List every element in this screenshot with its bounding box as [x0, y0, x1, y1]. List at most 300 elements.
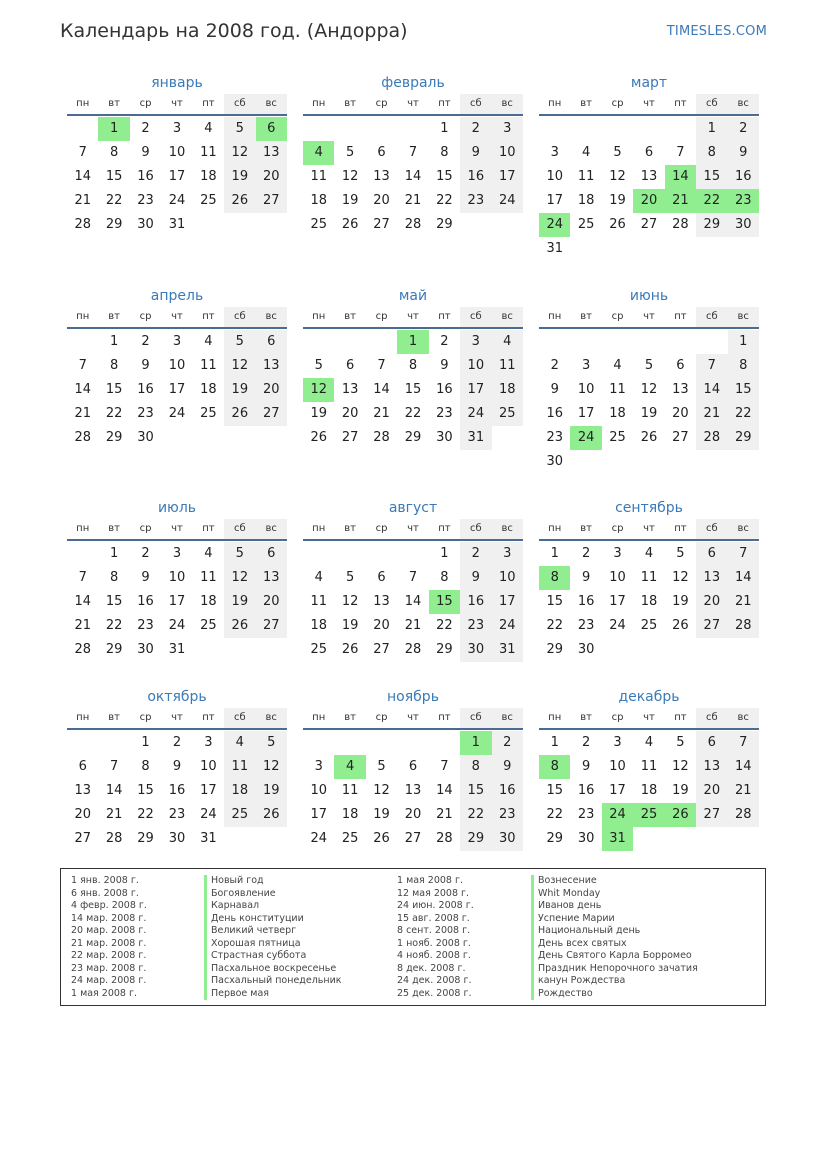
- day-cell[interactable]: 13: [341, 382, 359, 397]
- day-cell[interactable]: 24: [460, 402, 491, 426]
- day-cell[interactable]: 6: [256, 330, 287, 354]
- day-cell[interactable]: 2: [440, 334, 449, 349]
- day-cell[interactable]: 22: [105, 193, 123, 208]
- day-cell[interactable]: 3: [314, 759, 323, 774]
- day-cell[interactable]: 23: [577, 807, 595, 822]
- day-cell[interactable]: 12: [341, 169, 359, 184]
- day-cell[interactable]: 30: [577, 642, 595, 657]
- day-cell[interactable]: 16: [168, 783, 186, 798]
- holiday-day-cell[interactable]: 4: [303, 141, 334, 165]
- day-cell[interactable]: 5: [345, 570, 355, 585]
- day-cell[interactable]: 8: [109, 358, 119, 373]
- day-cell[interactable]: 27: [696, 803, 727, 827]
- day-cell[interactable]: 27: [74, 831, 91, 846]
- day-cell[interactable]: 27: [672, 430, 689, 445]
- day-cell[interactable]: 2: [141, 334, 150, 349]
- day-cell[interactable]: 13: [373, 594, 390, 609]
- day-cell[interactable]: 30: [577, 831, 595, 846]
- day-cell[interactable]: 11: [609, 382, 626, 397]
- day-cell[interactable]: 17: [460, 378, 491, 402]
- day-cell[interactable]: 3: [492, 117, 523, 141]
- day-cell[interactable]: 31: [546, 241, 563, 256]
- day-cell[interactable]: 1: [696, 117, 727, 141]
- day-cell[interactable]: 28: [74, 642, 91, 657]
- day-cell[interactable]: 20: [74, 807, 91, 822]
- day-cell[interactable]: 11: [577, 169, 595, 184]
- day-cell[interactable]: 22: [436, 193, 453, 208]
- day-cell[interactable]: 26: [373, 831, 390, 846]
- day-cell[interactable]: 10: [492, 566, 523, 590]
- holiday-day-cell[interactable]: 12: [303, 378, 334, 402]
- day-cell[interactable]: 16: [137, 169, 154, 184]
- day-cell[interactable]: 21: [74, 618, 91, 633]
- day-cell[interactable]: 18: [341, 807, 359, 822]
- day-cell[interactable]: 2: [581, 735, 591, 750]
- day-cell[interactable]: 12: [224, 354, 255, 378]
- day-cell[interactable]: 29: [436, 642, 453, 657]
- day-cell[interactable]: 26: [224, 189, 255, 213]
- day-cell[interactable]: 30: [436, 430, 453, 445]
- day-cell[interactable]: 14: [74, 169, 91, 184]
- day-cell[interactable]: 23: [436, 406, 453, 421]
- day-cell[interactable]: 23: [546, 430, 563, 445]
- day-cell[interactable]: 2: [550, 358, 559, 373]
- day-cell[interactable]: 7: [408, 570, 418, 585]
- day-cell[interactable]: 5: [256, 731, 287, 755]
- day-cell[interactable]: 10: [168, 145, 186, 160]
- day-cell[interactable]: 17: [168, 594, 186, 609]
- day-cell[interactable]: 16: [577, 594, 595, 609]
- day-cell[interactable]: 9: [728, 141, 759, 165]
- day-cell[interactable]: 12: [672, 759, 689, 774]
- day-cell[interactable]: 1: [550, 735, 559, 750]
- day-cell[interactable]: 12: [373, 783, 390, 798]
- day-cell[interactable]: 23: [460, 189, 491, 213]
- day-cell[interactable]: 20: [404, 807, 422, 822]
- day-cell[interactable]: 13: [672, 382, 689, 397]
- day-cell[interactable]: 2: [141, 546, 150, 561]
- day-cell[interactable]: 3: [613, 735, 622, 750]
- day-cell[interactable]: 15: [460, 779, 491, 803]
- day-cell[interactable]: 2: [141, 121, 150, 136]
- day-cell[interactable]: 9: [492, 755, 523, 779]
- holiday-day-cell[interactable]: 14: [665, 165, 696, 189]
- day-cell[interactable]: 17: [577, 406, 595, 421]
- day-cell[interactable]: 23: [492, 803, 523, 827]
- day-cell[interactable]: 13: [640, 169, 658, 184]
- day-cell[interactable]: 13: [256, 141, 287, 165]
- day-cell[interactable]: 17: [168, 169, 186, 184]
- day-cell[interactable]: 7: [377, 358, 386, 373]
- day-cell[interactable]: 10: [200, 759, 217, 774]
- day-cell[interactable]: 7: [676, 145, 685, 160]
- day-cell[interactable]: 7: [728, 731, 759, 755]
- day-cell[interactable]: 19: [609, 193, 626, 208]
- day-cell[interactable]: 28: [105, 831, 123, 846]
- day-cell[interactable]: 24: [492, 189, 523, 213]
- day-cell[interactable]: 28: [404, 642, 422, 657]
- day-cell[interactable]: 17: [609, 783, 626, 798]
- holiday-day-cell[interactable]: 1: [460, 731, 491, 755]
- day-cell[interactable]: 17: [546, 193, 563, 208]
- day-cell[interactable]: 6: [676, 358, 685, 373]
- day-cell[interactable]: 28: [672, 217, 689, 232]
- day-cell[interactable]: 8: [408, 358, 418, 373]
- day-cell[interactable]: 26: [310, 430, 327, 445]
- holiday-day-cell[interactable]: 6: [256, 117, 287, 141]
- day-cell[interactable]: 4: [492, 330, 523, 354]
- day-cell[interactable]: 11: [341, 783, 359, 798]
- day-cell[interactable]: 6: [696, 731, 727, 755]
- day-cell[interactable]: 31: [168, 642, 186, 657]
- day-cell[interactable]: 24: [168, 406, 186, 421]
- day-cell[interactable]: 26: [640, 430, 658, 445]
- day-cell[interactable]: 28: [404, 217, 422, 232]
- day-cell[interactable]: 2: [492, 731, 523, 755]
- day-cell[interactable]: 27: [373, 217, 390, 232]
- day-cell[interactable]: 28: [74, 217, 91, 232]
- day-cell[interactable]: 9: [581, 759, 591, 774]
- day-cell[interactable]: 19: [310, 406, 327, 421]
- holiday-day-cell[interactable]: 25: [633, 803, 664, 827]
- day-cell[interactable]: 19: [373, 807, 390, 822]
- day-cell[interactable]: 13: [696, 755, 727, 779]
- day-cell[interactable]: 12: [224, 141, 255, 165]
- holiday-day-cell[interactable]: 1: [98, 117, 129, 141]
- day-cell[interactable]: 11: [640, 570, 658, 585]
- day-cell[interactable]: 10: [460, 354, 491, 378]
- day-cell[interactable]: 25: [609, 430, 626, 445]
- day-cell[interactable]: 29: [546, 642, 563, 657]
- day-cell[interactable]: 12: [256, 755, 287, 779]
- day-cell[interactable]: 10: [577, 382, 595, 397]
- day-cell[interactable]: 13: [696, 566, 727, 590]
- day-cell[interactable]: 19: [341, 618, 359, 633]
- day-cell[interactable]: 8: [141, 759, 150, 774]
- day-cell[interactable]: 12: [609, 169, 626, 184]
- day-cell[interactable]: 20: [256, 590, 287, 614]
- day-cell[interactable]: 19: [640, 406, 658, 421]
- day-cell[interactable]: 27: [696, 614, 727, 638]
- day-cell[interactable]: 3: [460, 330, 491, 354]
- day-cell[interactable]: 10: [168, 358, 186, 373]
- day-cell[interactable]: 20: [373, 618, 390, 633]
- day-cell[interactable]: 19: [224, 165, 255, 189]
- day-cell[interactable]: 5: [224, 330, 255, 354]
- day-cell[interactable]: 19: [224, 590, 255, 614]
- day-cell[interactable]: 25: [492, 402, 523, 426]
- day-cell[interactable]: 4: [644, 546, 654, 561]
- day-cell[interactable]: 18: [640, 594, 658, 609]
- holiday-day-cell[interactable]: 24: [602, 803, 633, 827]
- day-cell[interactable]: 7: [78, 570, 87, 585]
- day-cell[interactable]: 19: [672, 594, 689, 609]
- day-cell[interactable]: 8: [109, 570, 119, 585]
- day-cell[interactable]: 21: [436, 807, 453, 822]
- day-cell[interactable]: 12: [224, 566, 255, 590]
- day-cell[interactable]: 15: [404, 382, 422, 397]
- day-cell[interactable]: 26: [341, 642, 359, 657]
- day-cell[interactable]: 17: [200, 783, 217, 798]
- day-cell[interactable]: 7: [440, 759, 449, 774]
- day-cell[interactable]: 19: [256, 779, 287, 803]
- day-cell[interactable]: 9: [460, 141, 491, 165]
- day-cell[interactable]: 27: [640, 217, 658, 232]
- holiday-day-cell[interactable]: 20: [633, 189, 664, 213]
- day-cell[interactable]: 25: [224, 803, 255, 827]
- day-cell[interactable]: 31: [200, 831, 217, 846]
- day-cell[interactable]: 16: [436, 382, 453, 397]
- day-cell[interactable]: 14: [105, 783, 123, 798]
- day-cell[interactable]: 23: [168, 807, 186, 822]
- day-cell[interactable]: 1: [440, 546, 449, 561]
- day-cell[interactable]: 5: [613, 145, 622, 160]
- day-cell[interactable]: 28: [728, 614, 759, 638]
- day-cell[interactable]: 19: [341, 193, 359, 208]
- holiday-day-cell[interactable]: 26: [665, 803, 696, 827]
- day-cell[interactable]: 7: [78, 145, 87, 160]
- day-cell[interactable]: 11: [310, 594, 327, 609]
- day-cell[interactable]: 29: [105, 642, 123, 657]
- day-cell[interactable]: 18: [200, 594, 217, 609]
- day-cell[interactable]: 7: [696, 354, 727, 378]
- holiday-day-cell[interactable]: 31: [602, 827, 633, 851]
- day-cell[interactable]: 22: [728, 402, 759, 426]
- day-cell[interactable]: 11: [640, 759, 658, 774]
- day-cell[interactable]: 5: [224, 117, 255, 141]
- day-cell[interactable]: 14: [728, 566, 759, 590]
- day-cell[interactable]: 5: [224, 542, 255, 566]
- day-cell[interactable]: 15: [105, 382, 123, 397]
- day-cell[interactable]: 29: [728, 426, 759, 450]
- day-cell[interactable]: 27: [373, 642, 390, 657]
- day-cell[interactable]: 22: [105, 406, 123, 421]
- day-cell[interactable]: 12: [341, 594, 359, 609]
- day-cell[interactable]: 29: [436, 217, 453, 232]
- day-cell[interactable]: 10: [310, 783, 327, 798]
- day-cell[interactable]: 25: [200, 406, 217, 421]
- day-cell[interactable]: 20: [341, 406, 359, 421]
- day-cell[interactable]: 30: [137, 217, 154, 232]
- day-cell[interactable]: 24: [609, 618, 626, 633]
- day-cell[interactable]: 24: [200, 807, 217, 822]
- day-cell[interactable]: 28: [373, 430, 390, 445]
- day-cell[interactable]: 7: [78, 358, 87, 373]
- day-cell[interactable]: 5: [377, 759, 386, 774]
- day-cell[interactable]: 25: [200, 193, 217, 208]
- day-cell[interactable]: 3: [550, 145, 559, 160]
- day-cell[interactable]: 29: [105, 430, 123, 445]
- day-cell[interactable]: 5: [644, 358, 654, 373]
- day-cell[interactable]: 13: [404, 783, 422, 798]
- day-cell[interactable]: 16: [546, 406, 563, 421]
- day-cell[interactable]: 4: [204, 121, 213, 136]
- day-cell[interactable]: 4: [204, 334, 213, 349]
- holiday-day-cell[interactable]: 4: [334, 755, 365, 779]
- day-cell[interactable]: 29: [404, 430, 422, 445]
- day-cell[interactable]: 12: [640, 382, 658, 397]
- holiday-day-cell[interactable]: 8: [539, 755, 570, 779]
- day-cell[interactable]: 1: [550, 546, 559, 561]
- day-cell[interactable]: 16: [577, 783, 595, 798]
- day-cell[interactable]: 18: [224, 779, 255, 803]
- day-cell[interactable]: 14: [74, 594, 91, 609]
- day-cell[interactable]: 10: [609, 570, 626, 585]
- day-cell[interactable]: 11: [310, 169, 327, 184]
- day-cell[interactable]: 4: [204, 546, 213, 561]
- day-cell[interactable]: 12: [672, 570, 689, 585]
- day-cell[interactable]: 10: [492, 141, 523, 165]
- holiday-day-cell[interactable]: 24: [539, 213, 570, 237]
- day-cell[interactable]: 15: [436, 169, 453, 184]
- day-cell[interactable]: 3: [204, 735, 213, 750]
- day-cell[interactable]: 2: [581, 546, 591, 561]
- day-cell[interactable]: 22: [460, 803, 491, 827]
- day-cell[interactable]: 18: [200, 169, 217, 184]
- day-cell[interactable]: 23: [137, 406, 154, 421]
- day-cell[interactable]: 13: [256, 354, 287, 378]
- day-cell[interactable]: 20: [256, 165, 287, 189]
- day-cell[interactable]: 18: [310, 618, 327, 633]
- day-cell[interactable]: 18: [577, 193, 595, 208]
- day-cell[interactable]: 25: [310, 217, 327, 232]
- day-cell[interactable]: 8: [109, 145, 119, 160]
- day-cell[interactable]: 8: [696, 141, 727, 165]
- day-cell[interactable]: 14: [373, 382, 390, 397]
- day-cell[interactable]: 11: [224, 755, 255, 779]
- day-cell[interactable]: 1: [728, 330, 759, 354]
- day-cell[interactable]: 30: [546, 454, 563, 469]
- day-cell[interactable]: 3: [613, 546, 622, 561]
- day-cell[interactable]: 10: [609, 759, 626, 774]
- holiday-day-cell[interactable]: 8: [539, 566, 570, 590]
- day-cell[interactable]: 2: [172, 735, 182, 750]
- day-cell[interactable]: 22: [546, 618, 563, 633]
- day-cell[interactable]: 16: [137, 382, 154, 397]
- day-cell[interactable]: 21: [696, 402, 727, 426]
- day-cell[interactable]: 17: [168, 382, 186, 397]
- day-cell[interactable]: 15: [546, 783, 563, 798]
- day-cell[interactable]: 4: [644, 735, 654, 750]
- day-cell[interactable]: 24: [310, 831, 327, 846]
- day-cell[interactable]: 26: [224, 614, 255, 638]
- day-cell[interactable]: 9: [550, 382, 559, 397]
- day-cell[interactable]: 10: [546, 169, 563, 184]
- day-cell[interactable]: 4: [224, 731, 255, 755]
- day-cell[interactable]: 28: [696, 426, 727, 450]
- day-cell[interactable]: 5: [676, 546, 685, 561]
- day-cell[interactable]: 25: [341, 831, 359, 846]
- day-cell[interactable]: 17: [609, 594, 626, 609]
- day-cell[interactable]: 16: [460, 590, 491, 614]
- day-cell[interactable]: 30: [492, 827, 523, 851]
- day-cell[interactable]: 26: [672, 618, 689, 633]
- holiday-day-cell[interactable]: 15: [429, 590, 460, 614]
- day-cell[interactable]: 17: [492, 165, 523, 189]
- brand-link[interactable]: TIMESLES.COM: [666, 24, 767, 39]
- day-cell[interactable]: 9: [141, 570, 150, 585]
- day-cell[interactable]: 30: [137, 430, 154, 445]
- day-cell[interactable]: 8: [460, 755, 491, 779]
- day-cell[interactable]: 8: [440, 570, 449, 585]
- day-cell[interactable]: 23: [577, 618, 595, 633]
- day-cell[interactable]: 27: [256, 614, 287, 638]
- day-cell[interactable]: 3: [172, 546, 182, 561]
- day-cell[interactable]: 18: [200, 382, 217, 397]
- day-cell[interactable]: 9: [440, 358, 449, 373]
- day-cell[interactable]: 1: [109, 546, 119, 561]
- day-cell[interactable]: 20: [672, 406, 689, 421]
- day-cell[interactable]: 28: [436, 831, 453, 846]
- day-cell[interactable]: 28: [74, 430, 91, 445]
- day-cell[interactable]: 21: [105, 807, 123, 822]
- day-cell[interactable]: 28: [728, 803, 759, 827]
- day-cell[interactable]: 4: [613, 358, 622, 373]
- day-cell[interactable]: 26: [341, 217, 359, 232]
- day-cell[interactable]: 27: [341, 430, 359, 445]
- day-cell[interactable]: 16: [460, 165, 491, 189]
- day-cell[interactable]: 17: [492, 590, 523, 614]
- holiday-day-cell[interactable]: 24: [570, 426, 601, 450]
- day-cell[interactable]: 31: [492, 638, 523, 662]
- day-cell[interactable]: 20: [696, 779, 727, 803]
- day-cell[interactable]: 17: [310, 807, 327, 822]
- day-cell[interactable]: 24: [492, 614, 523, 638]
- day-cell[interactable]: 9: [172, 759, 182, 774]
- day-cell[interactable]: 3: [172, 334, 182, 349]
- day-cell[interactable]: 13: [256, 566, 287, 590]
- day-cell[interactable]: 25: [640, 618, 658, 633]
- day-cell[interactable]: 26: [609, 217, 626, 232]
- day-cell[interactable]: 9: [141, 358, 150, 373]
- day-cell[interactable]: 25: [310, 642, 327, 657]
- day-cell[interactable]: 6: [78, 759, 87, 774]
- day-cell[interactable]: 7: [408, 145, 418, 160]
- day-cell[interactable]: 27: [256, 402, 287, 426]
- day-cell[interactable]: 22: [137, 807, 154, 822]
- day-cell[interactable]: 5: [345, 145, 355, 160]
- day-cell[interactable]: 10: [168, 570, 186, 585]
- holiday-day-cell[interactable]: 21: [665, 189, 696, 213]
- day-cell[interactable]: 15: [728, 378, 759, 402]
- day-cell[interactable]: 14: [404, 594, 422, 609]
- day-cell[interactable]: 21: [74, 406, 91, 421]
- day-cell[interactable]: 25: [200, 618, 217, 633]
- day-cell[interactable]: 20: [696, 590, 727, 614]
- day-cell[interactable]: 3: [172, 121, 182, 136]
- day-cell[interactable]: 22: [546, 807, 563, 822]
- day-cell[interactable]: 6: [696, 542, 727, 566]
- day-cell[interactable]: 5: [314, 358, 323, 373]
- day-cell[interactable]: 27: [404, 831, 422, 846]
- day-cell[interactable]: 15: [105, 169, 123, 184]
- day-cell[interactable]: 23: [137, 618, 154, 633]
- day-cell[interactable]: 29: [137, 831, 154, 846]
- day-cell[interactable]: 21: [74, 193, 91, 208]
- day-cell[interactable]: 22: [105, 618, 123, 633]
- day-cell[interactable]: 11: [200, 358, 217, 373]
- day-cell[interactable]: 6: [377, 145, 386, 160]
- day-cell[interactable]: 31: [168, 217, 186, 232]
- day-cell[interactable]: 21: [373, 406, 390, 421]
- day-cell[interactable]: 14: [74, 382, 91, 397]
- day-cell[interactable]: 19: [672, 783, 689, 798]
- day-cell[interactable]: 9: [141, 145, 150, 160]
- day-cell[interactable]: 25: [577, 217, 595, 232]
- day-cell[interactable]: 23: [137, 193, 154, 208]
- day-cell[interactable]: 14: [436, 783, 453, 798]
- day-cell[interactable]: 9: [581, 570, 591, 585]
